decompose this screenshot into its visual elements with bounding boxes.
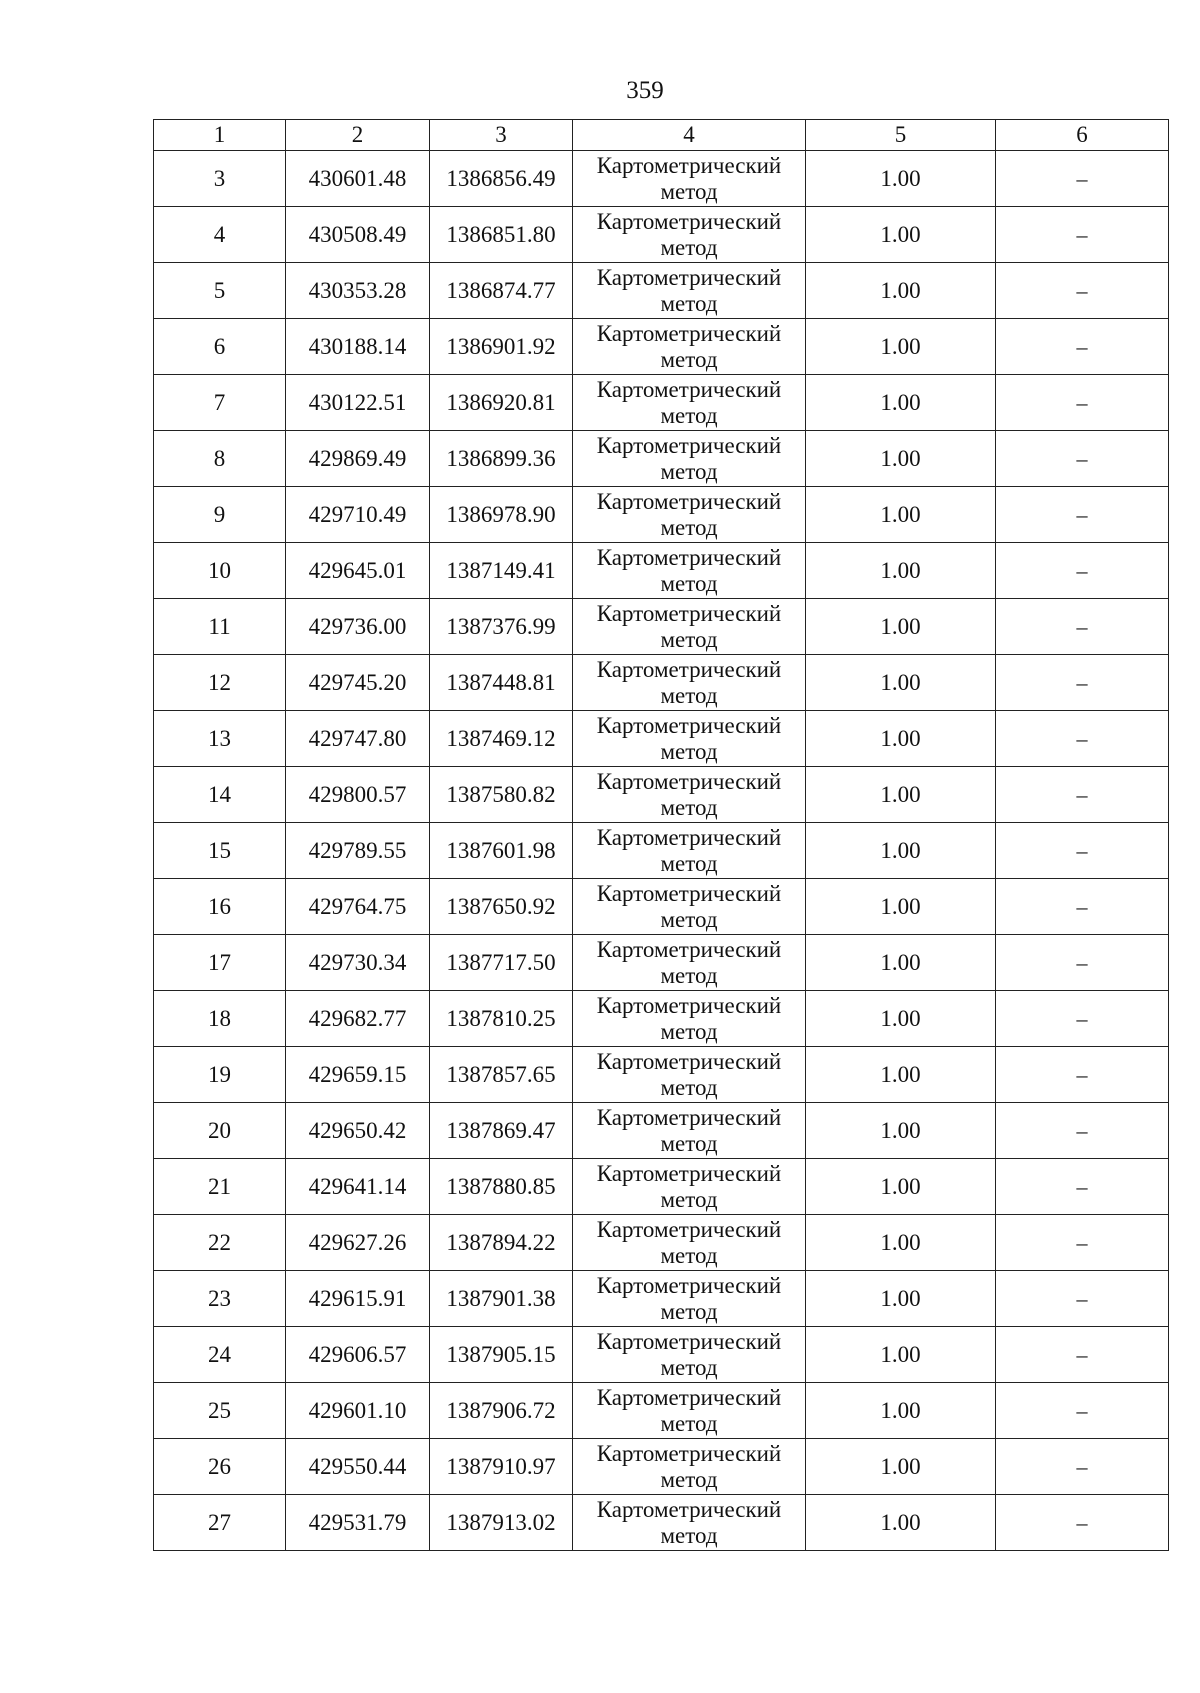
table-row xyxy=(154,1103,1169,1159)
point-number: 25 xyxy=(154,1383,286,1439)
accuracy-value: 1.00 xyxy=(806,207,996,263)
accuracy-value: 1.00 xyxy=(806,767,996,823)
method-cell xyxy=(573,1327,806,1383)
note-cell: – xyxy=(996,823,1169,879)
method-line-1: Картометрический xyxy=(596,656,782,682)
coordinate-y: 1386856.49 xyxy=(430,151,573,207)
table-row xyxy=(154,991,1169,1047)
method-cell xyxy=(573,879,806,935)
method-cell xyxy=(573,711,806,767)
note-cell: – xyxy=(996,1271,1169,1327)
method-cell xyxy=(573,599,806,655)
method-line-1: Картометрический xyxy=(596,208,782,234)
coordinate-y: 1387376.99 xyxy=(430,599,573,655)
table-row xyxy=(154,1383,1169,1439)
method-line-2: метод xyxy=(660,1074,718,1100)
coordinate-x: 430508.49 xyxy=(286,207,430,263)
accuracy-value: 1.00 xyxy=(806,263,996,319)
point-number: 23 xyxy=(154,1271,286,1327)
point-number: 26 xyxy=(154,1439,286,1495)
accuracy-value: 1.00 xyxy=(806,375,996,431)
point-number: 19 xyxy=(154,1047,286,1103)
method-line-1: Картометрический xyxy=(596,1440,782,1466)
note-cell: – xyxy=(996,767,1169,823)
coordinate-y: 1387149.41 xyxy=(430,543,573,599)
coordinate-y: 1387901.38 xyxy=(430,1271,573,1327)
coordinate-y: 1387601.98 xyxy=(430,823,573,879)
point-number: 16 xyxy=(154,879,286,935)
coordinate-x: 429615.91 xyxy=(286,1271,430,1327)
note-cell: – xyxy=(996,207,1169,263)
coordinate-x: 429531.79 xyxy=(286,1495,430,1551)
method-cell xyxy=(573,991,806,1047)
method-line-2: метод xyxy=(660,1298,718,1324)
method-cell xyxy=(573,319,806,375)
accuracy-value: 1.00 xyxy=(806,1327,996,1383)
accuracy-value: 1.00 xyxy=(806,991,996,1047)
accuracy-value: 1.00 xyxy=(806,431,996,487)
coordinate-y: 1387448.81 xyxy=(430,655,573,711)
method-cell xyxy=(573,1047,806,1103)
note-cell: – xyxy=(996,879,1169,935)
column-header: 1 xyxy=(154,120,286,151)
column-header: 3 xyxy=(430,120,573,151)
coordinate-x: 429736.00 xyxy=(286,599,430,655)
coordinate-x: 429550.44 xyxy=(286,1439,430,1495)
note-cell: – xyxy=(996,1159,1169,1215)
table-row xyxy=(154,207,1169,263)
coordinate-x: 430122.51 xyxy=(286,375,430,431)
table-row xyxy=(154,1439,1169,1495)
note-cell: – xyxy=(996,1215,1169,1271)
accuracy-value: 1.00 xyxy=(806,1271,996,1327)
table-row xyxy=(154,823,1169,879)
accuracy-value: 1.00 xyxy=(806,487,996,543)
coordinate-x: 429710.49 xyxy=(286,487,430,543)
method-cell xyxy=(573,1495,806,1551)
coordinate-x: 429659.15 xyxy=(286,1047,430,1103)
method-line-2: метод xyxy=(660,794,718,820)
method-line-2: метод xyxy=(660,1466,718,1492)
method-line-1: Картометрический xyxy=(596,1328,782,1354)
table-row xyxy=(154,1495,1169,1551)
table-row xyxy=(154,319,1169,375)
method-line-1: Картометрический xyxy=(596,376,782,402)
point-number: 21 xyxy=(154,1159,286,1215)
method-line-2: метод xyxy=(660,346,718,372)
method-cell xyxy=(573,431,806,487)
method-cell xyxy=(573,1103,806,1159)
note-cell: – xyxy=(996,263,1169,319)
method-line-2: метод xyxy=(660,1242,718,1268)
table-row xyxy=(154,1327,1169,1383)
method-cell xyxy=(573,1159,806,1215)
accuracy-value: 1.00 xyxy=(806,1047,996,1103)
point-number: 17 xyxy=(154,935,286,991)
coordinate-x: 429764.75 xyxy=(286,879,430,935)
point-number: 8 xyxy=(154,431,286,487)
note-cell: – xyxy=(996,1327,1169,1383)
method-line-2: метод xyxy=(660,402,718,428)
note-cell: – xyxy=(996,375,1169,431)
point-number: 15 xyxy=(154,823,286,879)
method-line-1: Картометрический xyxy=(596,936,782,962)
method-cell xyxy=(573,1215,806,1271)
accuracy-value: 1.00 xyxy=(806,1383,996,1439)
method-line-1: Картометрический xyxy=(596,712,782,738)
coordinate-y: 1387869.47 xyxy=(430,1103,573,1159)
note-cell: – xyxy=(996,711,1169,767)
note-cell: – xyxy=(996,1383,1169,1439)
method-line-2: метод xyxy=(660,1186,718,1212)
method-line-1: Картометрический xyxy=(596,824,782,850)
method-line-1: Картометрический xyxy=(596,992,782,1018)
method-line-1: Картометрический xyxy=(596,1160,782,1186)
table-row xyxy=(154,1215,1169,1271)
method-line-1: Картометрический xyxy=(596,600,782,626)
coordinate-x: 429800.57 xyxy=(286,767,430,823)
table-row xyxy=(154,375,1169,431)
point-number: 7 xyxy=(154,375,286,431)
accuracy-value: 1.00 xyxy=(806,1215,996,1271)
method-cell xyxy=(573,543,806,599)
note-cell: – xyxy=(996,543,1169,599)
point-number: 14 xyxy=(154,767,286,823)
coordinate-y: 1386899.36 xyxy=(430,431,573,487)
note-cell: – xyxy=(996,1439,1169,1495)
method-line-1: Картометрический xyxy=(596,1048,782,1074)
method-line-2: метод xyxy=(660,234,718,260)
method-line-1: Картометрический xyxy=(596,264,782,290)
point-number: 6 xyxy=(154,319,286,375)
point-number: 12 xyxy=(154,655,286,711)
accuracy-value: 1.00 xyxy=(806,1103,996,1159)
method-line-1: Картометрический xyxy=(596,432,782,458)
point-number: 20 xyxy=(154,1103,286,1159)
coordinate-y: 1387906.72 xyxy=(430,1383,573,1439)
method-line-2: метод xyxy=(660,738,718,764)
coordinate-x: 430353.28 xyxy=(286,263,430,319)
method-line-2: метод xyxy=(660,570,718,596)
note-cell: – xyxy=(996,599,1169,655)
accuracy-value: 1.00 xyxy=(806,1159,996,1215)
table-row xyxy=(154,879,1169,935)
table-row xyxy=(154,655,1169,711)
method-line-2: метод xyxy=(660,1522,718,1548)
coordinate-x: 429682.77 xyxy=(286,991,430,1047)
method-cell xyxy=(573,1439,806,1495)
accuracy-value: 1.00 xyxy=(806,599,996,655)
accuracy-value: 1.00 xyxy=(806,1495,996,1551)
method-line-2: метод xyxy=(660,1018,718,1044)
table-row xyxy=(154,151,1169,207)
method-line-2: метод xyxy=(660,514,718,540)
coordinate-x: 429745.20 xyxy=(286,655,430,711)
note-cell: – xyxy=(996,431,1169,487)
table-row xyxy=(154,935,1169,991)
method-line-2: метод xyxy=(660,906,718,932)
table-row xyxy=(154,711,1169,767)
method-cell xyxy=(573,375,806,431)
coordinate-y: 1386901.92 xyxy=(430,319,573,375)
column-header: 4 xyxy=(573,120,806,151)
coordinate-x: 429650.42 xyxy=(286,1103,430,1159)
column-header: 2 xyxy=(286,120,430,151)
accuracy-value: 1.00 xyxy=(806,879,996,935)
coordinate-y: 1387580.82 xyxy=(430,767,573,823)
method-cell xyxy=(573,207,806,263)
method-line-1: Картометрический xyxy=(596,1104,782,1130)
coordinates-table xyxy=(153,119,1169,1551)
method-line-2: метод xyxy=(660,1354,718,1380)
method-cell xyxy=(573,767,806,823)
accuracy-value: 1.00 xyxy=(806,543,996,599)
coordinate-y: 1387857.65 xyxy=(430,1047,573,1103)
method-cell xyxy=(573,263,806,319)
column-header: 5 xyxy=(806,120,996,151)
note-cell: – xyxy=(996,1103,1169,1159)
point-number: 18 xyxy=(154,991,286,1047)
accuracy-value: 1.00 xyxy=(806,823,996,879)
method-line-2: метод xyxy=(660,682,718,708)
method-line-1: Картометрический xyxy=(596,152,782,178)
note-cell: – xyxy=(996,487,1169,543)
coordinate-x: 429601.10 xyxy=(286,1383,430,1439)
coordinate-x: 429641.14 xyxy=(286,1159,430,1215)
point-number: 27 xyxy=(154,1495,286,1551)
coordinate-y: 1387880.85 xyxy=(430,1159,573,1215)
method-line-1: Картометрический xyxy=(596,320,782,346)
page-number: 359 xyxy=(626,77,664,104)
method-cell xyxy=(573,1383,806,1439)
method-line-2: метод xyxy=(660,1130,718,1156)
coordinate-y: 1387810.25 xyxy=(430,991,573,1047)
note-cell: – xyxy=(996,935,1169,991)
method-line-2: метод xyxy=(660,178,718,204)
method-line-2: метод xyxy=(660,626,718,652)
coordinate-y: 1387905.15 xyxy=(430,1327,573,1383)
method-line-1: Картометрический xyxy=(596,1272,782,1298)
coordinate-y: 1387894.22 xyxy=(430,1215,573,1271)
point-number: 9 xyxy=(154,487,286,543)
coordinate-x: 430601.48 xyxy=(286,151,430,207)
method-line-2: метод xyxy=(660,290,718,316)
point-number: 10 xyxy=(154,543,286,599)
method-line-1: Картометрический xyxy=(596,768,782,794)
table-row xyxy=(154,487,1169,543)
method-line-2: метод xyxy=(660,962,718,988)
point-number: 5 xyxy=(154,263,286,319)
coordinate-x: 429789.55 xyxy=(286,823,430,879)
coordinate-y: 1386874.77 xyxy=(430,263,573,319)
coordinate-x: 429730.34 xyxy=(286,935,430,991)
table-row xyxy=(154,1047,1169,1103)
note-cell: – xyxy=(996,1495,1169,1551)
point-number: 3 xyxy=(154,151,286,207)
coordinate-y: 1386920.81 xyxy=(430,375,573,431)
method-cell xyxy=(573,655,806,711)
coordinate-y: 1387910.97 xyxy=(430,1439,573,1495)
coordinate-x: 430188.14 xyxy=(286,319,430,375)
column-header: 6 xyxy=(996,120,1169,151)
method-line-1: Картометрический xyxy=(596,1384,782,1410)
point-number: 4 xyxy=(154,207,286,263)
accuracy-value: 1.00 xyxy=(806,655,996,711)
table-row xyxy=(154,431,1169,487)
method-line-1: Картометрический xyxy=(596,544,782,570)
coordinate-y: 1387650.92 xyxy=(430,879,573,935)
table-row xyxy=(154,767,1169,823)
method-line-1: Картометрический xyxy=(596,880,782,906)
coordinate-x: 429869.49 xyxy=(286,431,430,487)
method-cell xyxy=(573,935,806,991)
note-cell: – xyxy=(996,991,1169,1047)
method-cell xyxy=(573,487,806,543)
method-cell xyxy=(573,1271,806,1327)
method-line-2: метод xyxy=(660,458,718,484)
table-row xyxy=(154,263,1169,319)
point-number: 11 xyxy=(154,599,286,655)
point-number: 24 xyxy=(154,1327,286,1383)
coordinate-x: 429645.01 xyxy=(286,543,430,599)
coordinate-x: 429747.80 xyxy=(286,711,430,767)
coordinate-y: 1387913.02 xyxy=(430,1495,573,1551)
note-cell: – xyxy=(996,655,1169,711)
coordinate-y: 1387717.50 xyxy=(430,935,573,991)
table-row xyxy=(154,1159,1169,1215)
method-cell xyxy=(573,823,806,879)
coordinate-y: 1387469.12 xyxy=(430,711,573,767)
accuracy-value: 1.00 xyxy=(806,711,996,767)
accuracy-value: 1.00 xyxy=(806,319,996,375)
method-line-1: Картометрический xyxy=(596,488,782,514)
accuracy-value: 1.00 xyxy=(806,151,996,207)
table-header-row xyxy=(154,120,1169,151)
accuracy-value: 1.00 xyxy=(806,1439,996,1495)
table-row xyxy=(154,1271,1169,1327)
coordinate-x: 429606.57 xyxy=(286,1327,430,1383)
table-row xyxy=(154,543,1169,599)
coordinate-y: 1386978.90 xyxy=(430,487,573,543)
table-row xyxy=(154,599,1169,655)
point-number: 22 xyxy=(154,1215,286,1271)
method-line-1: Картометрический xyxy=(596,1496,782,1522)
note-cell: – xyxy=(996,319,1169,375)
method-cell xyxy=(573,151,806,207)
coordinate-y: 1386851.80 xyxy=(430,207,573,263)
method-line-2: метод xyxy=(660,1410,718,1436)
note-cell: – xyxy=(996,1047,1169,1103)
point-number: 13 xyxy=(154,711,286,767)
method-line-1: Картометрический xyxy=(596,1216,782,1242)
note-cell: – xyxy=(996,151,1169,207)
coordinate-x: 429627.26 xyxy=(286,1215,430,1271)
method-line-2: метод xyxy=(660,850,718,876)
accuracy-value: 1.00 xyxy=(806,935,996,991)
